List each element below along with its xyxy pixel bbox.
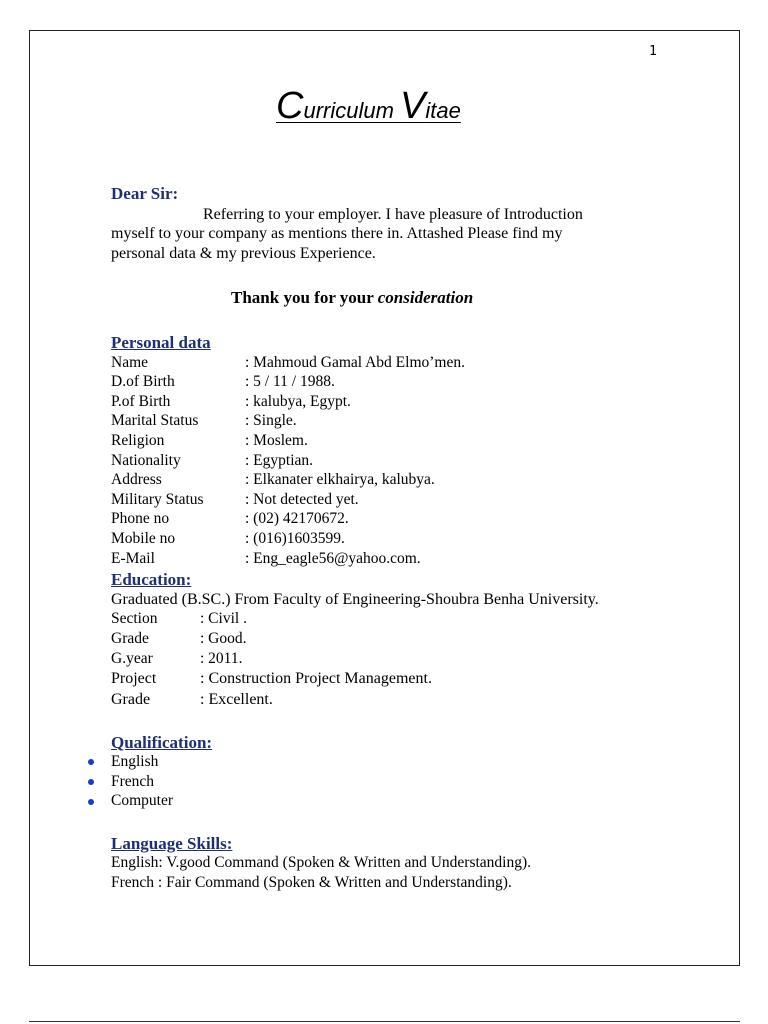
intro-line-2: myself to your company as mentions there in. Attashed Please find my	[111, 225, 563, 242]
bullet-icon	[88, 759, 94, 765]
thanks-line: Thank you for your consideration	[231, 288, 474, 307]
page-number: 1	[649, 44, 657, 59]
bullet-icon	[88, 799, 94, 805]
bullet-icon	[88, 779, 94, 785]
document-title: Curriculum Vitae	[276, 85, 461, 127]
education-graduated: Graduated (B.SC.) From Faculty of Engineering-Shoubra Benha University.	[111, 591, 599, 608]
qualification-item: Computer	[111, 792, 173, 809]
personal-data-heading: Personal data	[111, 333, 211, 352]
qualification-heading: Qualification:	[111, 733, 213, 752]
intro-line-3: personal data & my previous Experience.	[111, 245, 376, 262]
greeting: Dear Sir:	[111, 184, 179, 203]
language-line-english: English: V.good Command (Spoken & Written and Understanding).	[111, 854, 531, 871]
education-heading: Education:	[111, 570, 192, 589]
language-skills-heading: Language Skills:	[111, 834, 233, 853]
qualification-item: English	[111, 753, 159, 770]
language-line-french: French : Fair Command (Spoken & Written and Understanding).	[111, 874, 512, 891]
page-divider	[29, 1021, 740, 1022]
qualification-item: French	[111, 773, 155, 790]
intro-line-1: Referring to your employer. I have pleasure of Introduction	[203, 206, 583, 223]
